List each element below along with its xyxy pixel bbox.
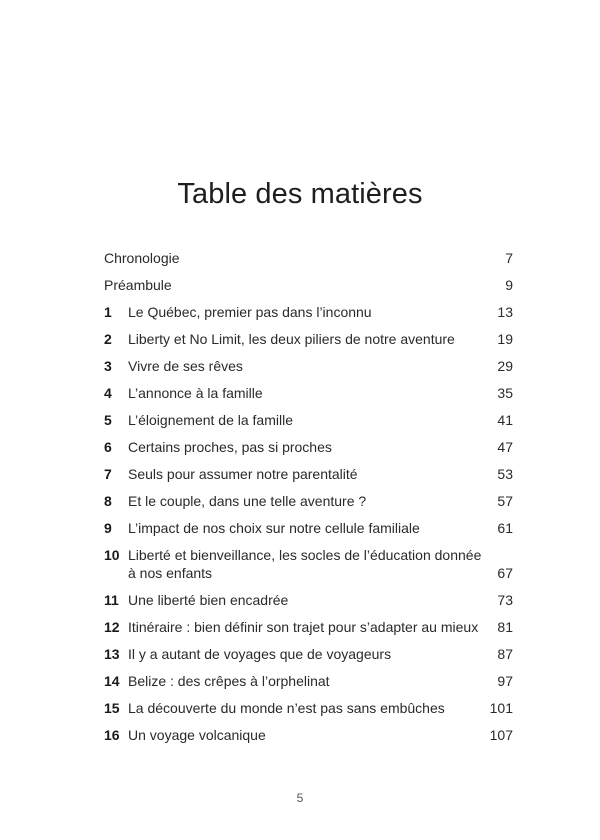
toc-entry-title: La découverte du monde n’est pas sans embûches bbox=[128, 700, 445, 716]
toc-entry-number: 4 bbox=[104, 385, 112, 401]
toc-entry-page: 107 bbox=[489, 727, 513, 743]
toc-entry-title: Chronologie bbox=[104, 250, 180, 266]
toc-entry-number: 10 bbox=[104, 547, 120, 563]
toc-entry-chapter-4 bbox=[104, 384, 513, 411]
toc-entry-page: 73 bbox=[497, 592, 513, 608]
toc-entry-title: Il y a autant de voyages que de voyageurs bbox=[128, 646, 392, 662]
toc-entry-number: 15 bbox=[104, 700, 120, 716]
toc-entry-number: 12 bbox=[104, 619, 120, 635]
toc-entry-chapter-13 bbox=[104, 645, 513, 672]
toc-entry-number: 16 bbox=[104, 727, 120, 743]
toc-entry-page: 53 bbox=[497, 466, 513, 482]
toc-entry-title: Itinéraire : bien définir son trajet pour s’adapter au mieux bbox=[128, 619, 479, 635]
page-number: 5 bbox=[296, 791, 304, 805]
toc-entry-chapter-10 bbox=[104, 546, 513, 591]
toc-entry-page: 97 bbox=[497, 673, 513, 689]
toc-entry-number: 13 bbox=[104, 646, 120, 662]
toc-entry-chapter-14 bbox=[104, 672, 513, 699]
toc-entry-chapter-2 bbox=[104, 330, 513, 357]
toc-entry-number: 9 bbox=[104, 520, 112, 536]
toc-entry-title: Une liberté bien encadrée bbox=[128, 592, 289, 608]
toc-entry-number: 2 bbox=[104, 331, 112, 347]
toc-entry-number: 11 bbox=[104, 592, 119, 608]
toc-entry-chapter-6 bbox=[104, 438, 513, 465]
toc-entry-title: Et le couple, dans une telle aventure ? bbox=[128, 493, 367, 509]
toc-entry-chapter-8 bbox=[104, 492, 513, 519]
toc-entry-number: 6 bbox=[104, 439, 112, 455]
toc-entry-title: Le Québec, premier pas dans l’inconnu bbox=[128, 304, 372, 320]
toc-entry-number: 8 bbox=[104, 493, 112, 509]
toc-entry-title: Préambule bbox=[104, 277, 172, 293]
toc-entry-title: L’éloignement de la famille bbox=[128, 412, 293, 428]
toc-entry-chapter-9 bbox=[104, 519, 513, 546]
toc-entry-chapter-11 bbox=[104, 591, 513, 618]
toc-entry-page: 101 bbox=[489, 700, 513, 716]
toc-entry-chapter-12 bbox=[104, 618, 513, 645]
toc-entry-number: 14 bbox=[104, 673, 120, 689]
toc-entry-title: Belize : des crêpes à l’orphelinat bbox=[128, 673, 330, 689]
toc-entry-number: 5 bbox=[104, 412, 112, 428]
toc-entry-page: 7 bbox=[505, 250, 513, 266]
toc-entry-page: 29 bbox=[497, 358, 513, 374]
toc-entry-chapter-3 bbox=[104, 357, 513, 384]
toc-entry-page: 57 bbox=[497, 493, 513, 509]
toc-entry-chronologie bbox=[104, 249, 513, 276]
toc-entry-title: Vivre de ses rêves bbox=[128, 358, 243, 374]
toc-entry-number: 3 bbox=[104, 358, 112, 374]
toc-entry-page: 87 bbox=[497, 646, 513, 662]
toc-entry-number: 7 bbox=[104, 466, 112, 482]
toc-entry-page: 47 bbox=[497, 439, 513, 455]
toc-entry-page: 35 bbox=[497, 385, 513, 401]
page-title: Table des matières bbox=[177, 178, 423, 210]
toc-entry-preambule bbox=[104, 276, 513, 303]
toc-entry-title: Liberté et bienveillance, les socles de l’éducation donnée à nos enfants bbox=[128, 547, 482, 581]
toc-entry-number: 1 bbox=[104, 304, 112, 320]
toc-entry-page: 13 bbox=[497, 304, 513, 320]
toc-entry-title: Un voyage volcanique bbox=[128, 727, 266, 743]
table-of-contents bbox=[104, 249, 513, 753]
toc-entry-title: Liberty et No Limit, les deux piliers de notre aventure bbox=[128, 331, 455, 347]
toc-entry-title: L’impact de nos choix sur notre cellule familiale bbox=[128, 520, 420, 536]
toc-entry-chapter-5 bbox=[104, 411, 513, 438]
toc-entry-title: Seuls pour assumer notre parentalité bbox=[128, 466, 358, 482]
toc-entry-chapter-15 bbox=[104, 699, 513, 726]
toc-entry-page: 19 bbox=[497, 331, 513, 347]
toc-entry-chapter-7 bbox=[104, 465, 513, 492]
toc-entry-title: L’annonce à la famille bbox=[128, 385, 263, 401]
toc-entry-page: 67 bbox=[497, 565, 513, 581]
toc-entry-page: 41 bbox=[497, 412, 513, 428]
toc-entry-chapter-16 bbox=[104, 726, 513, 753]
toc-entry-page: 9 bbox=[505, 277, 513, 293]
toc-entry-chapter-1 bbox=[104, 303, 513, 330]
toc-entry-title: Certains proches, pas si proches bbox=[128, 439, 332, 455]
toc-entry-page: 61 bbox=[497, 520, 513, 536]
toc-entry-page: 81 bbox=[497, 619, 513, 635]
